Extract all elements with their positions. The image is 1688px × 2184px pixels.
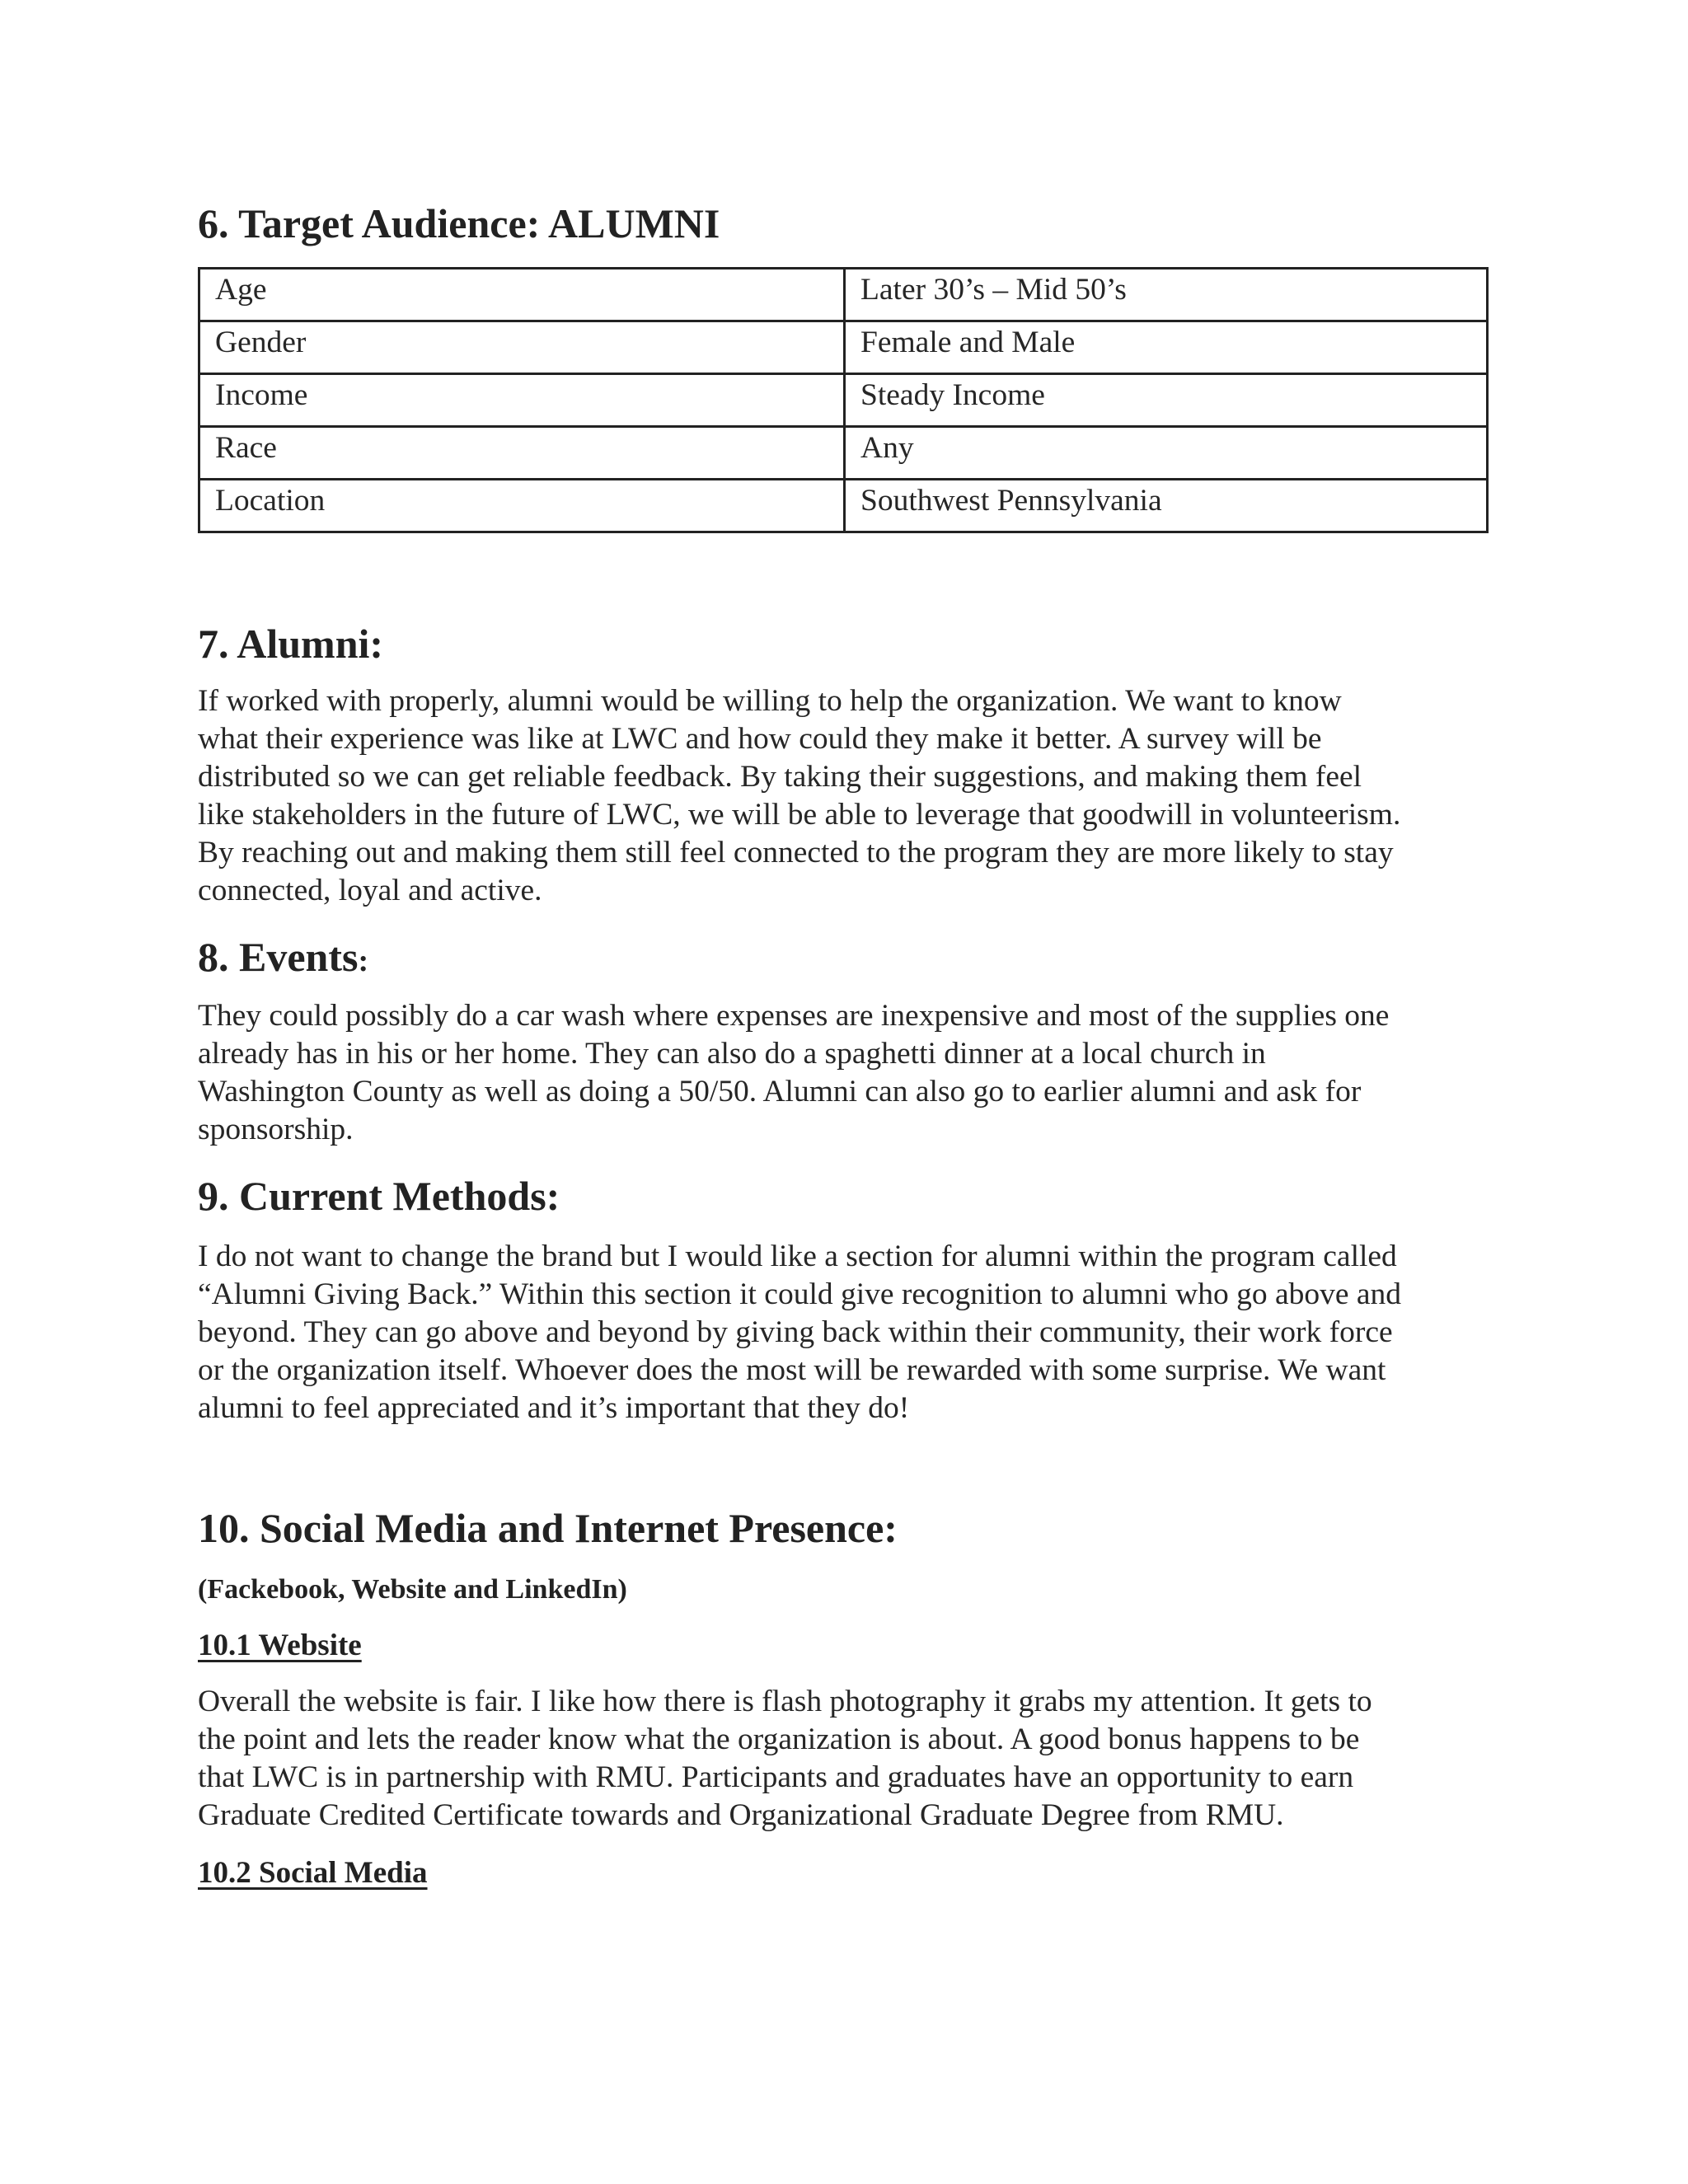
table-cell-label: Age — [199, 269, 845, 321]
section-8-line: Washington County as well as doing a 50/50. Alumni can also go to earlier alumni and ask for — [198, 1075, 1362, 1108]
section-9-line: alumni to feel appreciated and it’s important that they do! — [198, 1391, 910, 1425]
website-line: that LWC is in partnership with RMU. Participants and graduates have an opportunity to earn — [198, 1760, 1354, 1794]
website-line: the point and lets the reader know what the organization is about. A good bonus happens to be — [198, 1722, 1360, 1756]
table-cell-label: Location — [199, 480, 845, 532]
table-cell-label: Gender — [199, 321, 845, 374]
social-media-subheading: 10.2 Social Media — [198, 1856, 428, 1890]
table-cell-value: Steady Income — [845, 374, 1488, 427]
section-9-heading: 9. Current Methods: — [198, 1173, 560, 1219]
target-audience-table — [198, 267, 1489, 533]
website-subheading: 10.1 Website — [198, 1629, 362, 1662]
section-9-line: or the organization itself. Whoever does the most will be rewarded with some surprise. We want — [198, 1353, 1386, 1387]
section-9-line: “Alumni Giving Back.” Within this section it could give recognition to alumni who go above and — [198, 1277, 1402, 1311]
section-6-heading: 6. Target Audience: ALUMNI — [198, 200, 720, 246]
section-8-line: sponsorship. — [198, 1113, 354, 1146]
table-row — [199, 321, 1488, 374]
table-cell-label: Income — [199, 374, 845, 427]
section-8-title: 8. Events — [198, 934, 359, 980]
section-7-line: distributed so we can get reliable feedback. By taking their suggestions, and making them feel — [198, 760, 1362, 794]
section-7-heading: 7. Alumni: — [198, 621, 384, 667]
section-8-line: They could possibly do a car wash where expenses are inexpensive and most of the supplies one — [198, 999, 1390, 1033]
section-7-line: like stakeholders in the future of LWC, we will be able to leverage that goodwill in volunteerism. — [198, 798, 1401, 832]
table-row — [199, 427, 1488, 480]
section-7-line: By reaching out and making them still feel connected to the program they are more likely to stay — [198, 836, 1394, 869]
section-7-line: connected, loyal and active. — [198, 874, 542, 907]
section-10-subtitle: (Fackebook, Website and LinkedIn) — [198, 1574, 627, 1605]
table-cell-label: Race — [199, 427, 845, 480]
section-9-line: beyond. They can go above and beyond by giving back within their community, their work force — [198, 1315, 1393, 1349]
table-row — [199, 480, 1488, 532]
section-7-line: what their experience was like at LWC and how could they make it better. A survey will be — [198, 722, 1322, 756]
table-row — [199, 269, 1488, 321]
section-8-line: already has in his or her home. They can also do a spaghetti dinner at a local church in — [198, 1037, 1266, 1071]
table-cell-value: Southwest Pennsylvania — [845, 480, 1488, 532]
website-line: Graduate Credited Certificate towards and Organizational Graduate Degree from RMU. — [198, 1798, 1284, 1832]
section-7-line: If worked with properly, alumni would be willing to help the organization. We want to know — [198, 684, 1342, 718]
table-cell-value: Any — [845, 427, 1488, 480]
section-8-heading — [198, 934, 369, 980]
table-cell-value: Female and Male — [845, 321, 1488, 374]
table-row — [199, 374, 1488, 427]
section-9-line: I do not want to change the brand but I would like a section for alumni within the program called — [198, 1240, 1397, 1273]
section-8-colon: : — [358, 944, 369, 978]
table-cell-value: Later 30’s – Mid 50’s — [845, 269, 1488, 321]
website-line: Overall the website is fair. I like how there is flash photography it grabs my attention. It gets to — [198, 1685, 1372, 1718]
section-10-heading: 10. Social Media and Internet Presence: — [198, 1505, 898, 1551]
